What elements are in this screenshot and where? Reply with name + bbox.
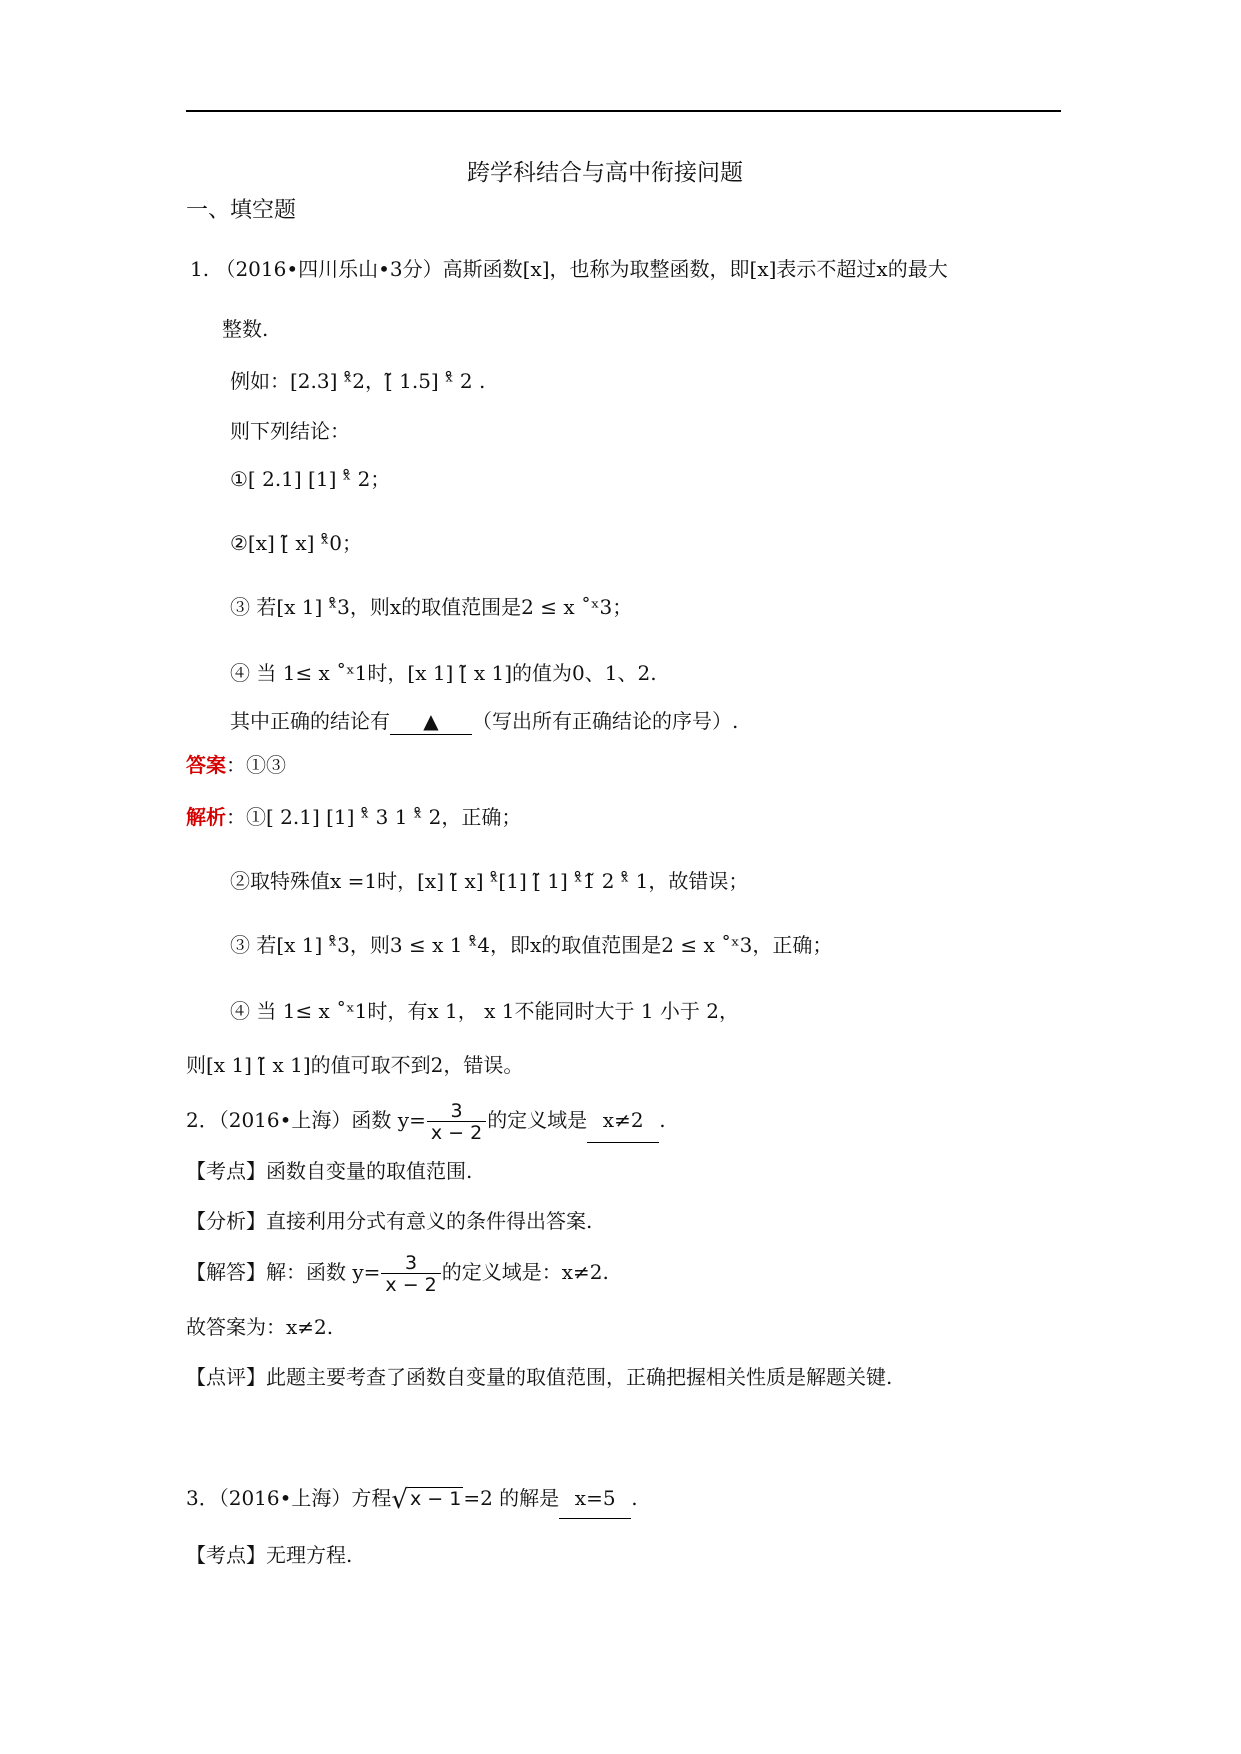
q1-stem-line2: 整数. [222,317,269,341]
q1-analysis-5: 则[x 1] [̃ x 1]的值可取不到2，错误。 [186,1053,524,1077]
q1-answer-blank: ▲ [390,708,472,735]
q1-example: 例如：[2.3] ˣ̊2，[̃ 1.5] ˣ̊ 2 . [230,369,486,393]
q2-jieda-suffix: 的定义域是：x≠2. [441,1260,609,1284]
q2-answer-blank: x≠2 [587,1098,659,1143]
q2-jieda-prefix: 【解答】解：函数 y= [186,1260,381,1284]
q1-prompt-text: 其中正确的结论有 [230,709,390,733]
q3-stem [186,1478,638,1520]
q2-kaodian: 【考点】函数自变量的取值范围. [186,1159,473,1183]
answer-text: ：①③ [226,753,286,777]
q3-after-sqrt: =2 的解是 [463,1486,560,1510]
q2-middle: 的定义域是 [487,1108,588,1132]
q2-end: . [659,1108,666,1132]
q2-frac-denominator: x − 2 [427,1121,486,1143]
q3-answer-blank: x=5 [559,1478,631,1519]
q1-prompt-tail: （写出所有正确结论的序号）. [472,709,739,733]
q1-analysis-1 [186,804,521,830]
q2-jieda-denominator: x − 2 [381,1273,440,1295]
q1-conclusion-4: ④ 当 1≤ x ˚ˣ1时，[x 1] [̃ x 1]的值为0、1、2. [230,661,657,685]
q2-jieda [186,1250,609,1295]
q3-prefix: 3．（2016•上海）方程 [186,1486,392,1510]
page-title: 跨学科结合与高中衔接问题 [467,160,743,186]
q1-prompt [230,708,738,735]
q1-analysis-3: ③ 若[x 1] ˣ̊3，则3 ≤ x 1 ˣ̊4，即x的取值范围是2 ≤ x ˚ˣ3，正确； [230,933,833,957]
q1-analysis-2: ②取特殊值x =1时，[x] [̃ x] ˣ̊[1] [̃ 1] ˣ̊1̃ 2 ˣ̊ 1，故错误； [230,869,749,893]
q1-stem-line1: 1. （2016•四川乐山•3分）高斯函数[x]，也称为取整函数，即[x]表示不超过x的最大 [190,257,948,281]
q2-answer: 故答案为：x≠2. [186,1315,334,1339]
q2-stem [186,1098,666,1143]
analysis-label: 解析 [186,805,226,829]
q1-conclusion-3: ③ 若[x 1] ˣ̊3，则x的取值范围是2 ≤ x ˚ˣ3； [230,595,633,619]
analysis-line-1: ：①[ 2.1] [1] ˣ̊ 3 1 ˣ̊ 2，正确； [226,805,522,829]
q3-sqrt [391,1479,463,1520]
q3-radicand: x − 1 [410,1488,462,1510]
q1-intro: 则下列结论： [230,419,350,443]
q2-jieda-numerator: 3 [405,1251,418,1274]
q3-end: . [631,1486,638,1510]
q2-frac-numerator: 3 [450,1099,463,1122]
answer-label: 答案 [186,753,226,777]
q2-jieda-fraction [381,1253,440,1295]
q1-analysis-4: ④ 当 1≤ x ˚ˣ1时，有x 1， x 1不能同时大于 1 小于 2， [230,999,739,1023]
q2-dianping: 【点评】此题主要考查了函数自变量的取值范围，正确把握相关性质是解题关键. [186,1365,893,1389]
q2-fenxi: 【分析】直接利用分式有意义的条件得出答案. [186,1209,593,1233]
q2-fraction [427,1101,486,1143]
q2-prefix: 2．（2016•上海）函数 y= [186,1108,426,1132]
q1-conclusion-1: ①[ 2.1] [1] ˣ̊ 2； [230,467,391,491]
q3-kaodian: 【考点】无理方程. [186,1543,353,1567]
section-heading: 一、填空题 [186,198,297,223]
q1-answer [186,752,286,778]
header-rule [186,110,1061,112]
q1-conclusion-2: ②[x] [̃ x] ˣ̊0； [230,531,362,555]
sqrt-sign: √ [391,1485,408,1515]
